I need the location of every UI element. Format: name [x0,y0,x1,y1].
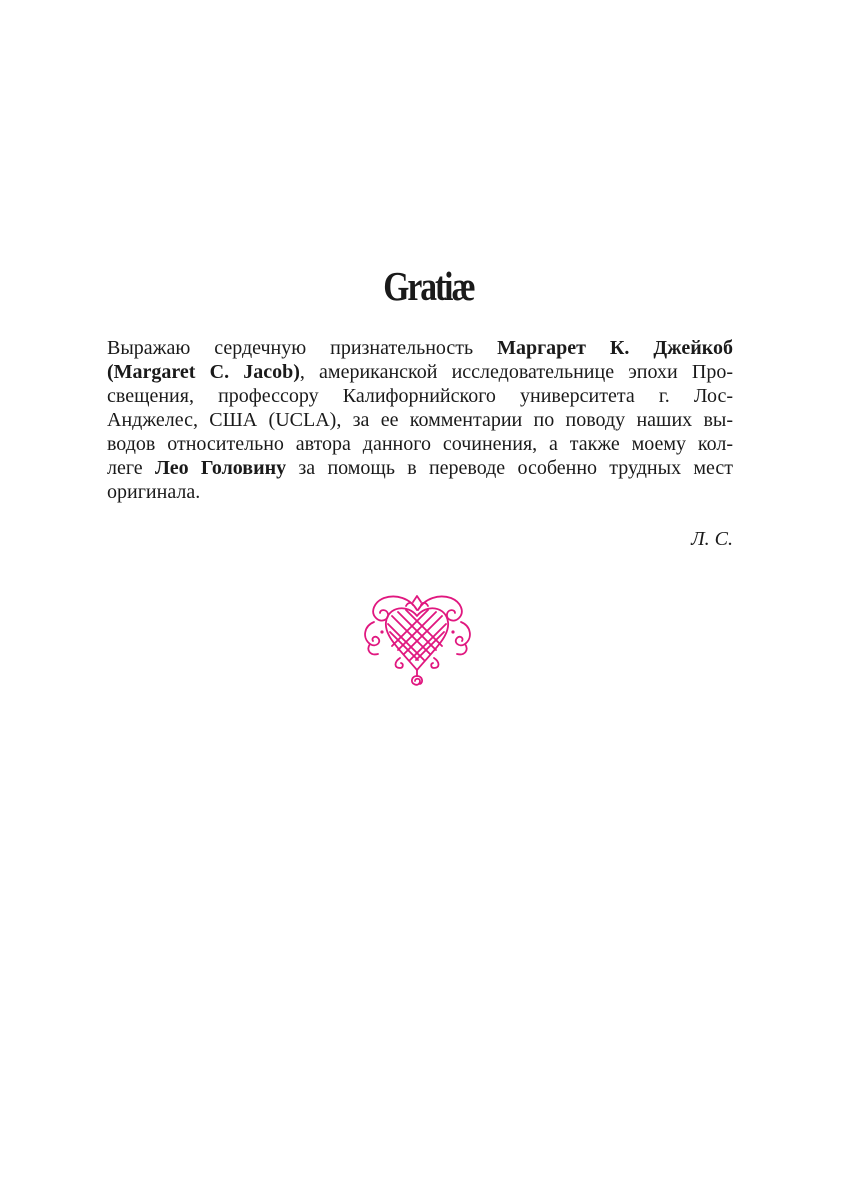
bold-name-run: (Margaret C. Jacob) [107,361,300,383]
text-run: , американской исследовательнице эпохи Про- [299,361,733,383]
paragraph-line [107,480,733,504]
bold-name-run: Маргарет К. Джейкоб [497,337,733,359]
heart-knot-ornament-icon [360,592,475,688]
paragraph-line [107,360,733,384]
text-run: Анджелес, США (UCLA), за ее комментарии по поводу наших вы- [107,409,733,431]
acknowledgement-paragraph [107,336,733,504]
signature-initials: Л. С. [691,528,733,550]
paragraph-line [107,384,733,408]
paragraph-line [107,408,733,432]
text-run: оригинала. [107,481,201,503]
text-run: Выражаю сердечную признательность [107,337,498,359]
paragraph-line [107,456,733,480]
bold-name-run: Лео Головину [154,457,287,479]
page-title: Gratiæ [383,263,474,309]
text-run: леге [107,457,155,479]
text-run: свещения, профессору Калифорнийского университета г. Лос- [107,385,733,407]
text-run: водов относительно автора данного сочинения, а также моему кол- [107,433,733,455]
paragraph-line [107,336,733,360]
paragraph-line [107,432,733,456]
text-run: за помощь в переводе особенно трудных мест [286,457,733,479]
